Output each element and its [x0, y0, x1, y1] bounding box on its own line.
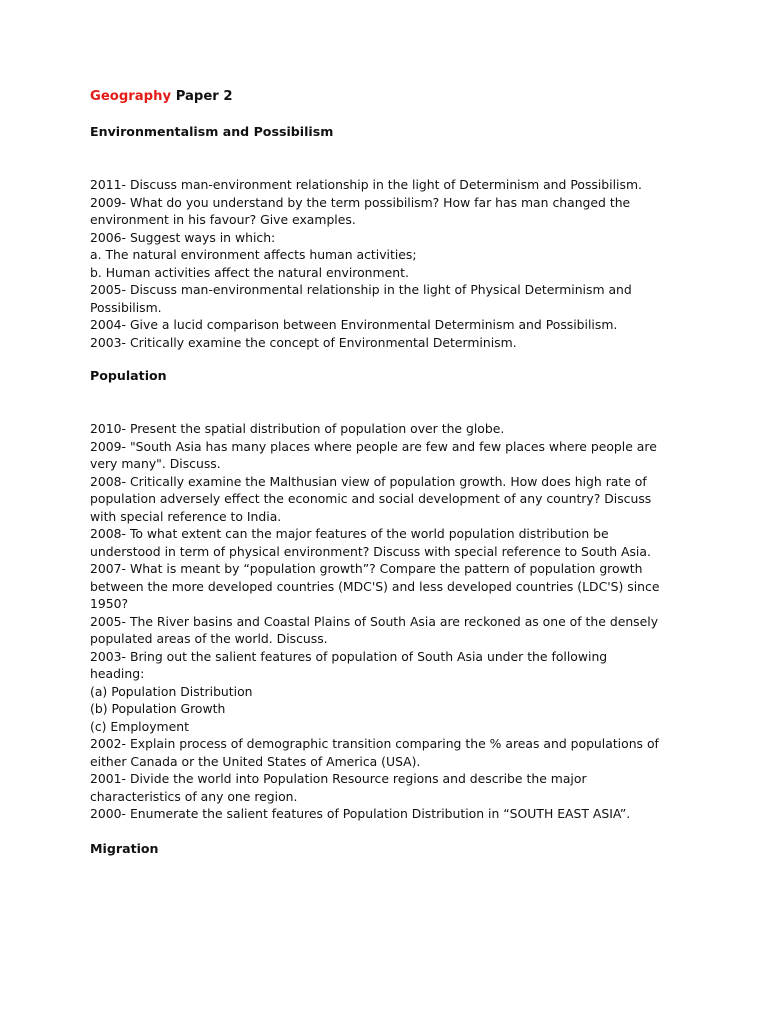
question-line: between the more developed countries (MDC'S) and less developed countries (LDC'S) since [90, 578, 660, 594]
question-line: 2001- Divide the world into Population Resource regions and describe the major [90, 771, 587, 786]
question-line: 2000- Enumerate the salient features of Population Distribution in “SOUTH EAST ASIA”. [90, 806, 631, 821]
question-line: (b) Population Growth [90, 701, 226, 716]
section-heading-migration: Migration [90, 840, 159, 856]
question-line: 2011- Discuss man-environment relationship in the light of Determinism and Possibilism. [90, 177, 642, 192]
question-line: with special reference to India. [90, 508, 282, 524]
question-line: (c) Employment [90, 718, 189, 734]
question-line: population adversely effect the economic and social development of any country? Discuss [90, 491, 652, 506]
question-line: heading: [90, 666, 145, 681]
question-line: 2010- Present the spatial distribution of population over the globe. [90, 421, 505, 436]
question-line: populated areas of the world. Discuss. [90, 631, 328, 646]
question-line: 2007- What is meant by “population growth”? Compare the pattern of population growth [90, 561, 643, 576]
question-line: 1950? [90, 596, 129, 611]
title-paper: Paper 2 [175, 89, 233, 104]
question-line: environment in his favour? Give examples. [90, 212, 356, 227]
question-line: 2005- Discuss man-environmental relationship in the light of Physical Determinism and [90, 282, 632, 297]
question-line: a. The natural environment affects human activities; [90, 247, 417, 262]
question-line: 2003- Bring out the salient features of population of South Asia under the following [90, 648, 608, 664]
question-line: 2005- The River basins and Coastal Plains of South Asia are reckoned as one of the densely [90, 613, 659, 629]
question-line: (a) Population Distribution [90, 683, 253, 699]
question-line: 2008- To what extent can the major features of the world population distribution be [90, 526, 609, 541]
question-line: 2003- Critically examine the concept of Environmental Determinism. [90, 334, 517, 350]
question-line: Possibilism. [90, 299, 162, 315]
section-heading-population: Population [90, 368, 167, 383]
question-line: either Canada or the United States of America (USA). [90, 753, 421, 769]
question-line: 2006- Suggest ways in which: [90, 229, 276, 245]
title-subject: Geography [90, 89, 172, 104]
question-line: 2009- What do you understand by the term possibilism? How far has man changed the [90, 194, 631, 210]
question-line: 2002- Explain process of demographic transition comparing the % areas and populations of [90, 736, 659, 751]
section-heading-environmentalism: Environmentalism and Possibilism [90, 124, 334, 139]
question-line: characteristics of any one region. [90, 788, 298, 804]
document-title [90, 88, 708, 106]
question-line: b. Human activities affect the natural environment. [90, 264, 409, 280]
section-environmentalism-questions [90, 176, 708, 351]
question-line: 2008- Critically examine the Malthusian view of population growth. How does high rate of [90, 473, 647, 489]
section-population-questions [90, 420, 708, 823]
question-line: very many". Discuss. [90, 456, 221, 471]
question-line: understood in term of physical environment? Discuss with special reference to South Asia. [90, 543, 651, 559]
question-line: 2009- "South Asia has many places where people are few and few places where people are [90, 438, 657, 454]
question-line: 2004- Give a lucid comparison between Environmental Determinism and Possibilism. [90, 317, 618, 332]
